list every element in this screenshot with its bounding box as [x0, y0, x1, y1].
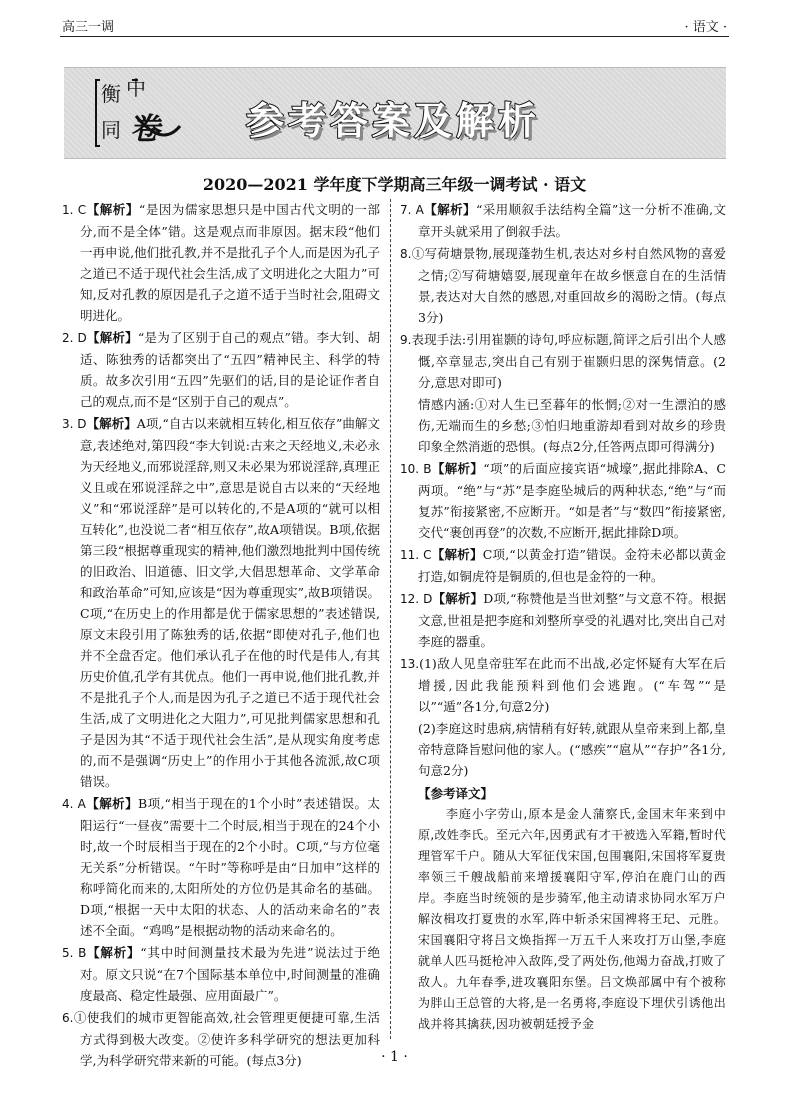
answer-text: (2)李庭这时患病,病情稍有好转,就跟从皇帝来到上都,皇帝特意降旨慰问他的家人。(“感疾”“扈从”“存护”各1分,句意2分) — [418, 721, 726, 778]
banner-title: 参考答案及解析 — [246, 99, 541, 143]
answer-number: 3. D — [62, 417, 87, 431]
answer-number: 6. — [62, 1011, 74, 1025]
logo-char-1: 衡 — [101, 82, 121, 106]
answer-number: 4. A — [62, 797, 86, 811]
answer-item — [62, 327, 380, 412]
analysis-tag: 【解析】 — [86, 945, 141, 960]
logo-char-3: 同 — [101, 118, 121, 142]
answer-subitem — [400, 394, 726, 457]
answer-subitem — [400, 718, 726, 781]
answer-item — [62, 942, 380, 1006]
answer-text: ①使我们的城市更智能高效,社会管理更便捷可靠,生活方式得到极大改变。②使许多科学研究的想法更加科学,为科学研究带来新的可能。(每点3分) — [73, 1010, 380, 1068]
answer-text: “其中时间测量技术最为先进”说法过于绝对。原文只说“在7个国际基本单位中,时间测量的准确度最高、稳定性最强、应用面最广”。 — [80, 945, 380, 1003]
answer-number: 2. D — [62, 331, 87, 345]
analysis-tag: 【解析】 — [86, 416, 137, 431]
answer-text: “采用顺叙手法结构全篇”这一分析不准确,文章开头就采用了倒叙手法。 — [418, 202, 726, 239]
answer-item — [62, 793, 380, 941]
answer-number: 12. D — [400, 592, 433, 606]
answer-number: 10. B — [400, 462, 432, 476]
answer-text: C项,“以黄金打造”错误。金符未必都以黄金打造,如铜虎符是铜质的,但也是金符的一种。 — [418, 547, 726, 584]
analysis-tag: 【解析】 — [431, 547, 483, 562]
answer-item — [400, 458, 726, 543]
analysis-tag: 【解析】 — [431, 461, 484, 476]
logo-char-4: 卷 — [130, 112, 160, 147]
answer-item — [400, 588, 726, 652]
answer-text: 情感内涵:①对人生已至暮年的怅惘;②对一生漂泊的感伤,无端而生的乡愁;③怕归地重游却看到对故乡的珍贵印象全然消逝的恐惧。(每点2分,任答两点即可得满分) — [418, 397, 726, 454]
hengzhong-tongjuan-logo — [92, 76, 184, 150]
answer-text: A项,“自古以来就相互转化,相互依存”曲解文意,表述绝对,第四段“李大钊说:古来之天经地义,未必永为天经地义,而邪说淫辞,则又未必果为邪说淫辞,真理正义且或在邪说淫辞之中”,意思是说自古以来的“天经地义”和“邪说淫辞”是可以转化的,不是A项的“就可以相互转化”,也没说二者“相互依存”,故A项错误。B项,依据第三段“根据尊重现实的精神,他们激烈地批判中国传统的旧政治、旧道德、旧文学,大倡思想革命、文学革命和政治革命”可知,应该是“因为尊重现实”,故B项错误。C项,“在历史上的作用都是优于儒家思想的”表述错误,原文末段引用了陈独秀的话,依据“即使对孔子,他们也并不全盘否定。他们承认孔子在他的时代是伟人,有其历史价值,孔学有其优点。他们一再申说,他们批孔教,并不是批孔子个人,而是因为孔子之道已不适于现代社会生活,成了文明进化之大阻力”,可见批判儒家思想和孔子是因为其“不适于现代社会生活”,是从现实角度考虑的,而不是强调“历史上”的作用小于其他各流派,故C项错误。 — [80, 416, 380, 789]
analysis-tag: 【解析】 — [86, 330, 138, 345]
analysis-tag: 【解析】 — [423, 202, 476, 217]
answer-text: ①写荷塘景物,展现蓬勃生机,表达对乡村自然风物的喜爱之情;②写荷塘嬉耍,展现童年在故乡惬意自在的生活情景,表达对大自然的感恩,对重回故乡的渴盼之情。(每点3分) — [411, 246, 726, 325]
answer-text: “项”的后面应接宾语“城壕”,据此排除A、C两项。“绝”与“苏”是李庭坠城后的两种状态,“绝”与“而复苏”衔接紧密,不应断开。“如是者”与“数四”衔接紧密,交代“裹创再登”的次数,不应断开,据此排除D项。 — [418, 461, 726, 540]
answer-item — [62, 413, 380, 792]
answer-item — [400, 544, 726, 587]
answer-item — [400, 199, 726, 242]
title-banner — [64, 67, 726, 159]
exam-title: 2020—2021 学年度下学期高三年级一调考试 · 语文 — [202, 175, 587, 194]
answer-number: 13. — [400, 657, 420, 671]
answer-number: 11. C — [400, 548, 432, 562]
answer-item — [400, 653, 726, 717]
answer-text: D项,“称赞他是当世刘整”与文意不符。根据文意,世祖是把李庭和刘整所享受的礼遇对比,突出自己对李庭的器重。 — [418, 591, 726, 649]
right-column — [400, 199, 726, 1035]
left-column — [62, 199, 380, 1072]
answer-text: “是为了区别于自己的观点”错。李大钊、胡适、陈独秀的话都突出了“五四”精神民主、科学的特质。故多次引用“五四”先驱们的话,目的是论证作者自己的观点,而不是“区别于自己的观点”。 — [80, 330, 380, 409]
answer-number: 7. A — [400, 203, 424, 217]
analysis-tag: 【解析】 — [85, 796, 139, 811]
reference-translation-text: 李庭小字劳山,原本是金人蒲察氏,金国末年来到中原,改姓李氏。至元六年,因勇武有才干被选入军籍,暂时代理管军千户。随从大军征伐宋国,包围襄阳,宋国将军夏贵率领三千艘战船前来增援襄阳守军,停泊在鹿门山的西岸。李庭当时统领的是步骑军,他主动请求协同水军万户解汝楫攻打夏贵的水军,阵中斩杀宋国裨将王玘、元胜。宋国襄阳守将吕文焕指挥一万五千人来攻打万山堡,李庭就单人匹马挺枪冲入敌阵,受了两处伤,他竭力奋战,打败了敌人。九年春季,进攻襄阳东堡。吕文焕部属中有个被称为胖山王总管的大将,是一名勇将,李庭设下埋伏引诱他出战并将其擒获,因功被朝廷授予金 — [418, 807, 726, 1031]
column-divider — [390, 199, 391, 1039]
answer-number: 8. — [400, 247, 412, 261]
answer-text: “是因为儒家思想只是中国古代文明的一部分,而不是全体”错。这是观点而非原因。据末段“他们一再申说,他们批孔教,并不是批孔子个人,而是因为孔子之道已不适于现代社会生活,成了文明进化之大阻力”可知,反对孔教的原因是孔子之道不适于当时社会,阻碍文明进化。 — [80, 202, 380, 323]
answer-number: 5. B — [62, 946, 87, 960]
answer-item — [62, 199, 380, 326]
page-number: · 1 · — [381, 1049, 408, 1065]
answer-text: 表现手法:引用崔颢的诗句,呼应标题,简评之后引出个人感慨,卒章显志,突出自己有别于崔颢归思的深隽情意。(2分,意思对即可) — [411, 332, 726, 390]
logo-char-2: 中 — [126, 76, 146, 100]
answer-text: (1)敌人见皇帝驻军在此而不出战,必定怀疑有大军在后增援,因此我能预料到他们会逃跑。(“车驾”“是以”“遁”各1分,句意2分) — [418, 656, 726, 714]
header-subject-label: · 语文 · — [684, 20, 727, 35]
header-grade-label: 高三一调 — [62, 20, 115, 35]
page-header — [60, 14, 729, 37]
analysis-tag: 【解析】 — [86, 202, 139, 217]
answer-number: 9. — [400, 333, 412, 347]
answer-number: 1. C — [62, 203, 87, 217]
reference-translation-heading: 【参考译文】 — [418, 786, 494, 801]
answer-text: B项,“相当于现在的1个小时”表述错误。太阳运行“一昼夜”需要十二个时辰,相当于现在的24个小时,故一个时辰相当于现在的2个小时。C项,“与方位毫无关系”分析错误。“午时”等称呼是由“日加申”这样的称呼简化而来的,太阳所处的方位仍是其命名的基础。D项,“根据一天中太阳的状态、人的活动来命名的”表述不全面。“鸡鸣”是根据动物的活动来命名的。 — [80, 796, 380, 938]
answer-item — [400, 329, 726, 393]
answer-item — [400, 243, 726, 328]
analysis-tag: 【解析】 — [432, 591, 484, 606]
